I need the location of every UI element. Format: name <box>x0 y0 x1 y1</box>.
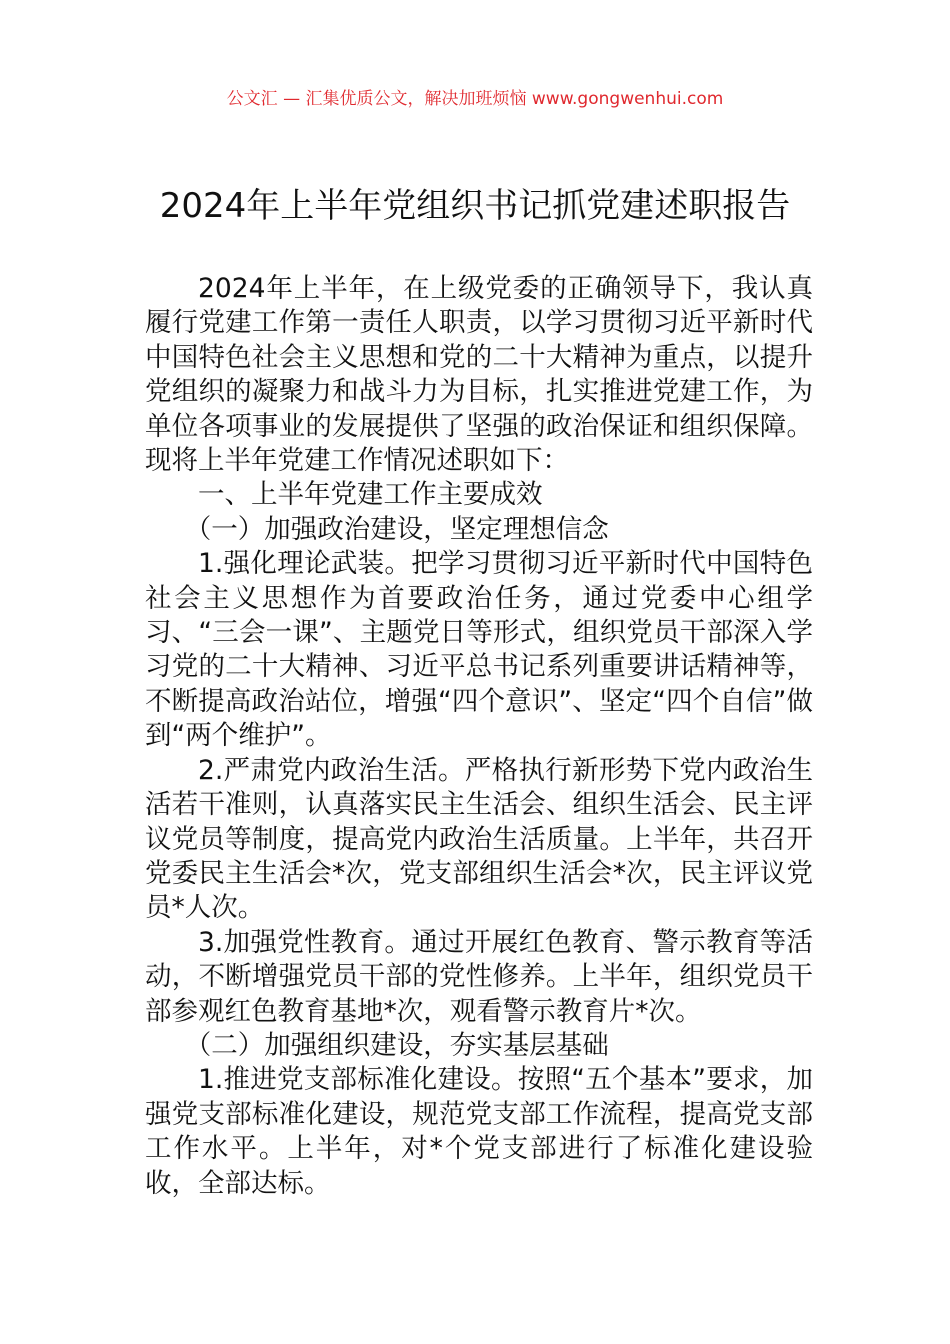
intro-paragraph: 2024年上半年，在上级党委的正确领导下，我认真履行党建工作第一责任人职责，以学习贯彻习近平新时代中国特色社会主义思想和党的二十大精神为重点，以提升党组织的凝聚力和战斗力为目标，扎实推进党建工作，为单位各项事业的发展提供了坚强的政治保证和组织保障。现将上半年党建工作情况述职如下： <box>145 273 813 477</box>
site-banner: 公文汇 — 汇集优质公文，解决加班烦恼 www.gongwenhui.com <box>226 89 724 109</box>
subsection-heading-2: （二）加强组织建设，夯实基层基础 <box>184 1029 609 1061</box>
subsection-heading-1: （一）加强政治建设，坚定理想信念 <box>184 513 609 545</box>
document-body <box>145 272 813 1201</box>
section-heading-1: 一、上半年党建工作主要成效 <box>198 479 543 511</box>
paragraph-item-1-2: 2.严肃党内政治生活。严格执行新形势下党内政治生活若干准则，认真落实民主生活会、组织生活会、民主评议党员等制度，提高党内政治生活质量。上半年，共召开党委民主生活会*次，党支部组织生活会*次，民主评议党员*人次。 <box>145 754 813 924</box>
document-title: 2024年上半年党组织书记抓党建述职报告 <box>159 186 791 226</box>
paragraph-item-1-3: 3.加强党性教育。通过开展红色教育、警示教育等活动，不断增强党员干部的党性修养。上半年，组织党员干部参观红色教育基地*次，观看警示教育片*次。 <box>145 926 813 1027</box>
paragraph-item-2-1: 1.推进党支部标准化建设。按照“五个基本”要求，加强党支部标准化建设，规范党支部工作流程，提高党支部工作水平。上半年，对*个党支部进行了标准化建设验收，全部达标。 <box>145 1064 813 1199</box>
paragraph-item-1-1: 1.强化理论武装。把学习贯彻习近平新时代中国特色社会主义思想作为首要政治任务，通过党委中心组学习、“三会一课”、主题党日等形式，组织党员干部深入学习党的二十大精神、习近平总书记系列重要讲话精神等，不断提高政治站位，增强“四个意识”、坚定“四个自信”做到“两个维护”。 <box>145 548 813 752</box>
